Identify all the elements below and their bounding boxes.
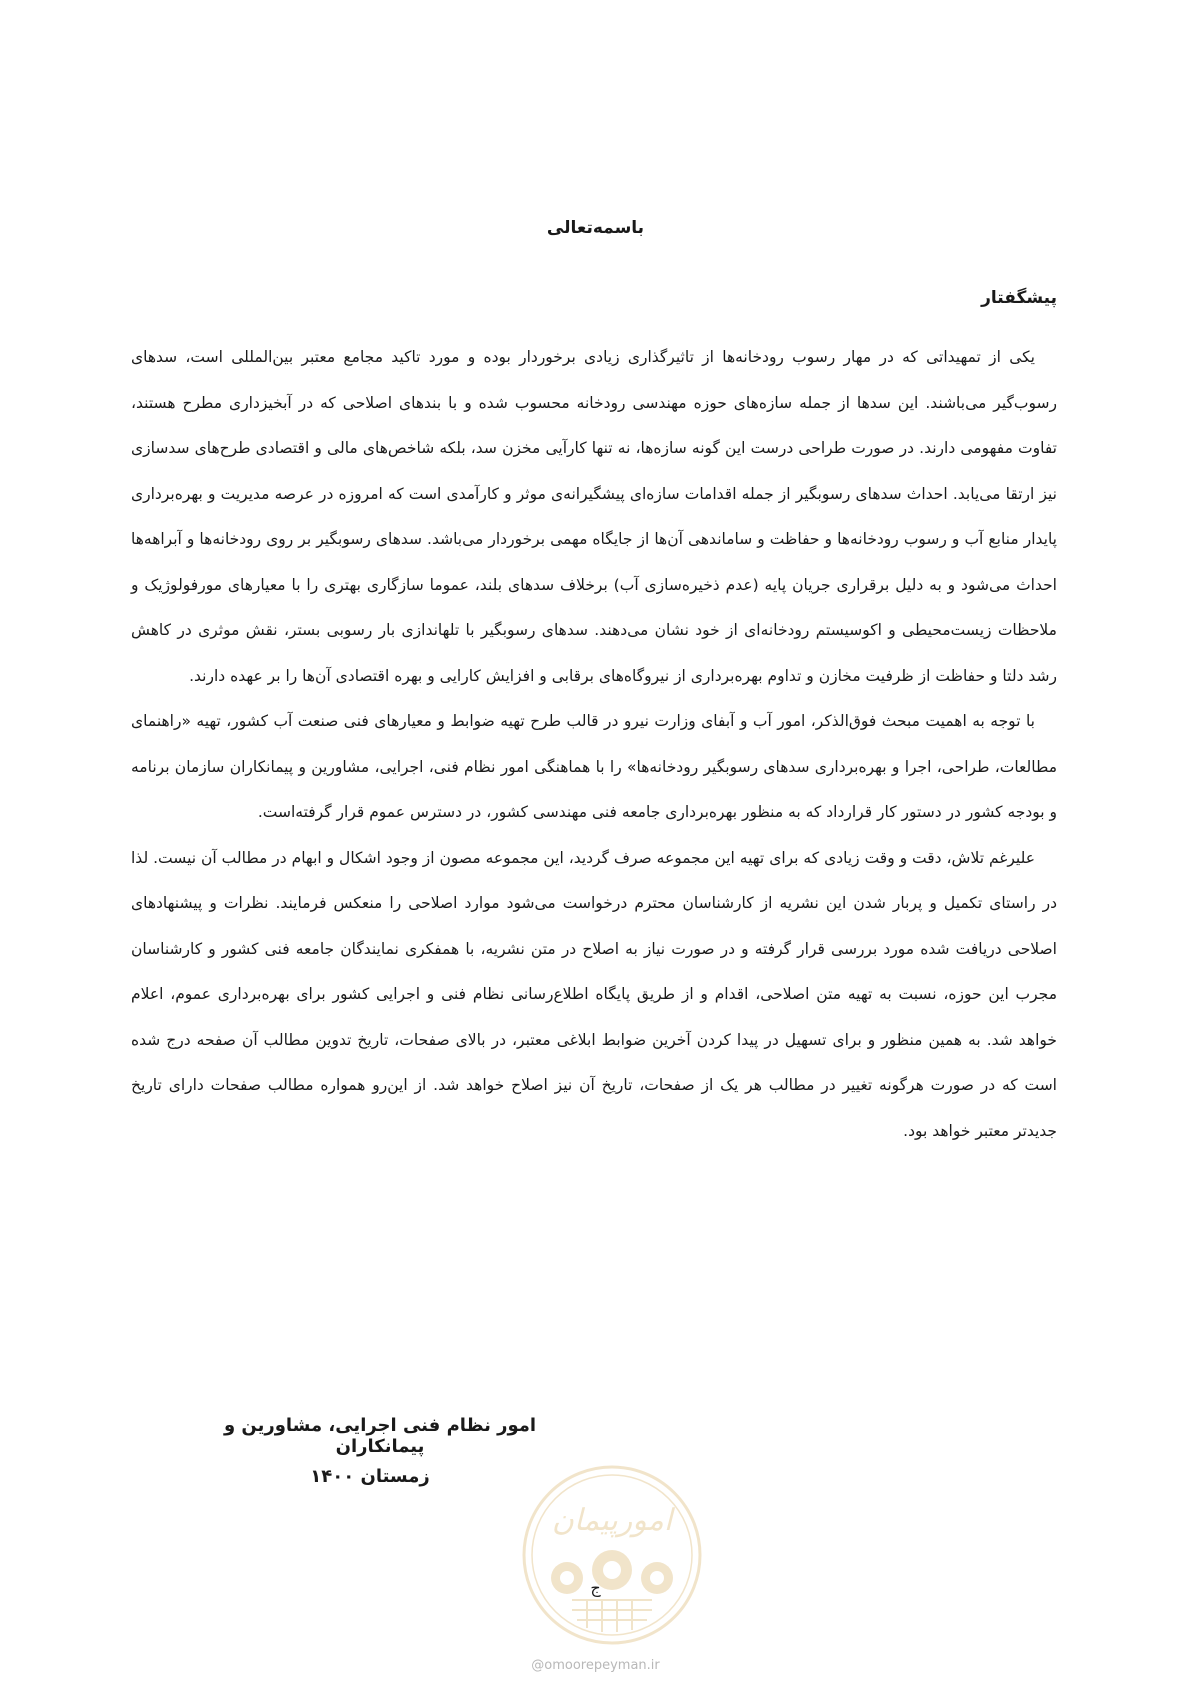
body-text	[131, 335, 1057, 1154]
paragraph-3: علیرغم تلاش، دقت و وقت زیادی که برای تهیه این مجموعه صرف گردید، این مجموعه مصون از وجود اشکال و ابهام در مطالب آن نیست. لذا در راستای تکمیل و پربار شدن این نشریه از کارشناسان محترم درخواست می‌شود موارد اصلاحی را منعکس فرمایند. نظرات و پیشنهادهای اصلاحی دریافت شده مورد بررسی قرار گرفته و در صورت نیاز به اصلاح در متن نشریه، با همفکری نمایندگان جامعه فنی کشور و کارشناسان مجرب این حوزه، نسبت به تهیه متن اصلاحی، اقدام و از طریق پایگاه اطلاع‌رسانی نظام فنی و اجرایی کشور برای بهره‌برداری عموم، اعلام خواهد شد. به همین منظور و برای تسهیل در پیدا کردن آخرین ضوابط ابلاغی معتبر، در بالای صفحات، تاریخ تدوین مطالب آن صفحه درج شده است که در صورت هرگونه تغییر در مطالب هر یک از صفحات، تاریخ آن نیز اصلاح خواهد شد. از این‌رو همواره مطالب صفحات دارای تاریخ جدیدتر معتبر خواهد بود.	[131, 848, 1057, 1140]
section-title: پیشگفتار	[981, 288, 1057, 308]
paragraph-1: یکی از تمهیداتی که در مهار رسوب رودخانه‌ها از تاثیرگذاری زیادی برخوردار بوده و مورد تاکید مجامع معتبر بین‌المللی است، سدهای رسوب‌گیر می‌باشند. این سدها از جمله سازه‌های حوزه مهندسی رودخانه محسوب شده و با بندهای اصلاحی که در آبخیزداری مطرح هستند، تفاوت مفهومی دارند. در صورت طراحی درست این گونه سازه‌ها، نه تنها کارآیی مخزن سد، بلکه شاخص‌های مالی و اقتصادی طرح‌های سدسازی نیز ارتقا می‌یابد. احداث سدهای رسوبگیر از جمله اقدامات سازه‌ای پیشگیرانه‌ی موثر و کارآمدی است که امروزه در عرصه مدیریت و بهره‌برداری پایدار منابع آب و رسوب رودخانه‌ها و حفاظت و ساماندهی آن‌ها از جایگاه مهمی برخوردار می‌باشد. سدهای رسوبگیر بر روی رودخانه‌ها و آبراهه‌ها احداث می‌شود و به دلیل برقراری جریان پایه (عدم ذخیره‌سازی آب) برخلاف سدهای بلند، عموما سازگاری بهتری را با معیارهای مورفولوژیک و ملاحظات زیست‌محیطی و اکوسیستم رودخانه‌ای از خود نشان می‌دهند. سدهای رسوبگیر با تلهاندازی بار رسوبی بستر، نقش موثری در کاهش رشد دلتا و حفاظت از ظرفیت مخازن و تداوم بهره‌برداری از نیروگاه‌های برقابی و افزایش کارایی و بهره اقتصادی آن‌ها را بر عهده دارند.	[131, 348, 1057, 685]
watermark-seal-icon	[512, 1460, 712, 1660]
page-heading: باسمه‌تعالی	[546, 218, 645, 238]
svg-text:امورپیمان: امورپیمان	[551, 1503, 673, 1538]
paragraph-2: با توجه به اهمیت مبحث فوق‌الذکر، امور آب و آبفای وزارت نیرو در قالب طرح تهیه ضوابط و معیارهای فنی صنعت آب کشور، تهیه «راهنمای مطالعات، طراحی، اجرا و بهره‌برداری سدهای رسوبگیر رودخانه‌ها» را با هماهنگی امور نظام فنی، اجرایی، مشاورین و پیمانکاران سازمان برنامه و بودجه کشور در دستور کار قرارداد که به منظور بهره‌برداری جامعه فنی مهندسی کشور، در دسترس عموم قرار گرفته‌است.	[131, 712, 1057, 821]
signature-organization: امور نظام فنی اجرایی، مشاورین و پیمانکاران	[223, 1415, 537, 1457]
watermark-url: @omoorepeyman.ir	[531, 1658, 660, 1673]
page-number: ج	[590, 1578, 601, 1597]
signature-date: زمستان ۱۴۰۰	[310, 1466, 430, 1487]
